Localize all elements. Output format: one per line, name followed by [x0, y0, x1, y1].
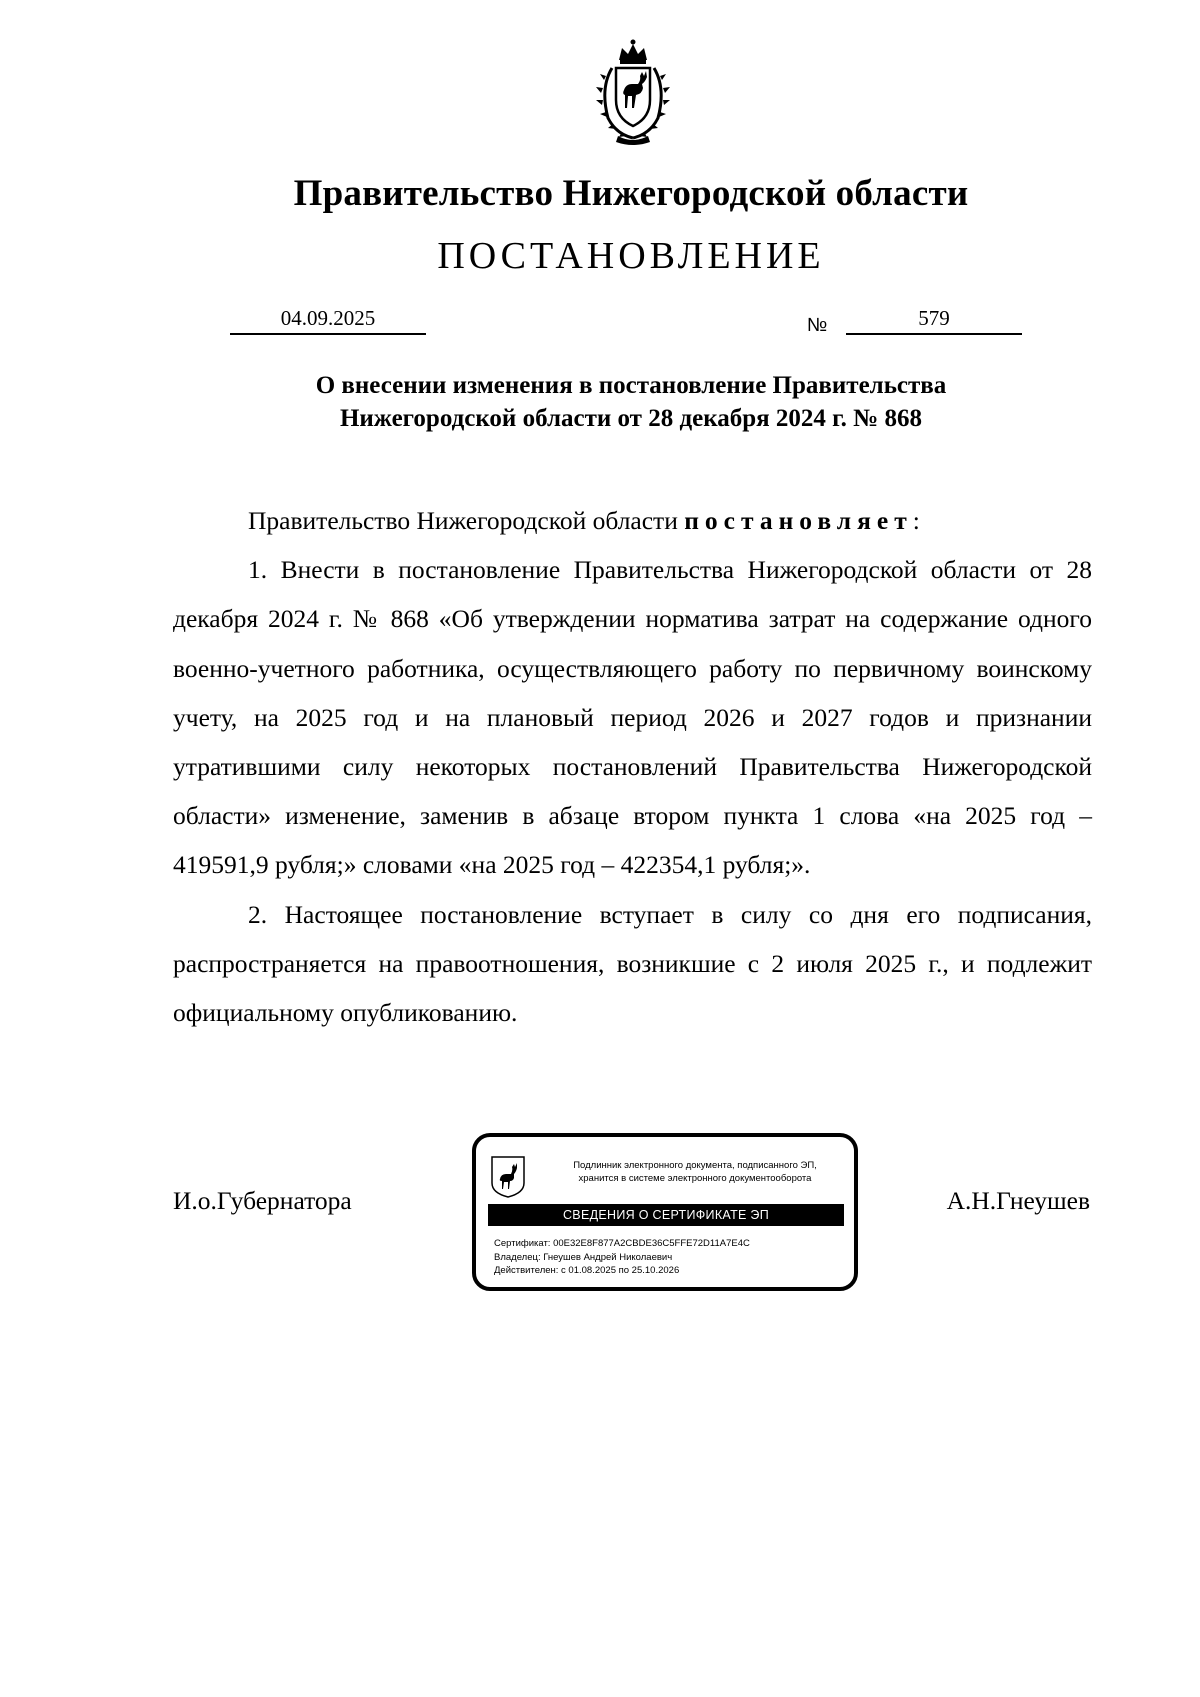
stamp-owner: Владелец: Гнеушев Андрей Николаевич [494, 1251, 673, 1263]
stamp-deer-icon [490, 1155, 526, 1199]
document-subject [200, 369, 1062, 435]
intro-verb: постановляет [684, 506, 913, 535]
document-date: 04.09.2025 [230, 306, 426, 335]
organization-title: Правительство Нижегородской области [293, 173, 969, 214]
e-signature-stamp [472, 1133, 858, 1291]
resolution-intro [173, 496, 1092, 545]
stamp-certificate-info [494, 1237, 844, 1278]
number-sign: № [807, 315, 828, 336]
subject-line-2: Нижегородской области от 28 декабря 2024 г. № 868 [339, 405, 923, 432]
signatory-position: И.о.Губернатора [173, 1186, 352, 1215]
intro-prefix: Правительство Нижегородской области [248, 506, 685, 535]
stamp-notice-line-2: хранится в системе электронного документооборота [578, 1173, 812, 1184]
document-number: 579 [846, 306, 1022, 335]
document-body [173, 496, 1092, 1037]
stamp-validity: Действителен: с 01.08.2025 по 25.10.2026 [494, 1265, 680, 1276]
stamp-notice [536, 1159, 854, 1185]
stamp-notice-line-1: Подлинник электронного документа, подписанного ЭП, [573, 1160, 817, 1171]
document-type: ПОСТАНОВЛЕНИЕ [437, 235, 825, 277]
coat-of-arms-icon [578, 38, 688, 148]
intro-suffix: : [912, 506, 920, 535]
stamp-title-bar: СВЕДЕНИЯ О СЕРТИФИКАТЕ ЭП [488, 1204, 844, 1226]
paragraph-1: 1. Внести в постановление Правительства Нижегородской области от 28 декабря 2024 г. № 868 «Об утверждении норматива затрат на содержание одного военно-учетного работника, осуществляющего работу по первичному воинскому учету, на 2025 год и на плановый период 2026 и 2027 годов и признании утратившими силу некоторых постановлений Правительства Нижегородской области» изменение, заменив в абзаце втором пункта 1 слова «на 2025 год – 419591,9 рубля;» словами «на 2025 год – 422354,1 рубля;». [173, 555, 1092, 880]
stamp-certificate: Сертификат: 00E32E8F877A2CBDE36C5FFE72D11A7E4C [494, 1238, 750, 1249]
signatory-name: А.Н.Гнеушев [946, 1186, 1090, 1215]
paragraph-2: 2. Настоящее постановление вступает в силу со дня его подписания, распространяется на правоотношения, возникшие с 2 июля 2025 г., и подлежит официальному опубликованию. [173, 899, 1092, 1028]
subject-line-1: О внесении изменения в постановление Правительства [315, 372, 947, 399]
